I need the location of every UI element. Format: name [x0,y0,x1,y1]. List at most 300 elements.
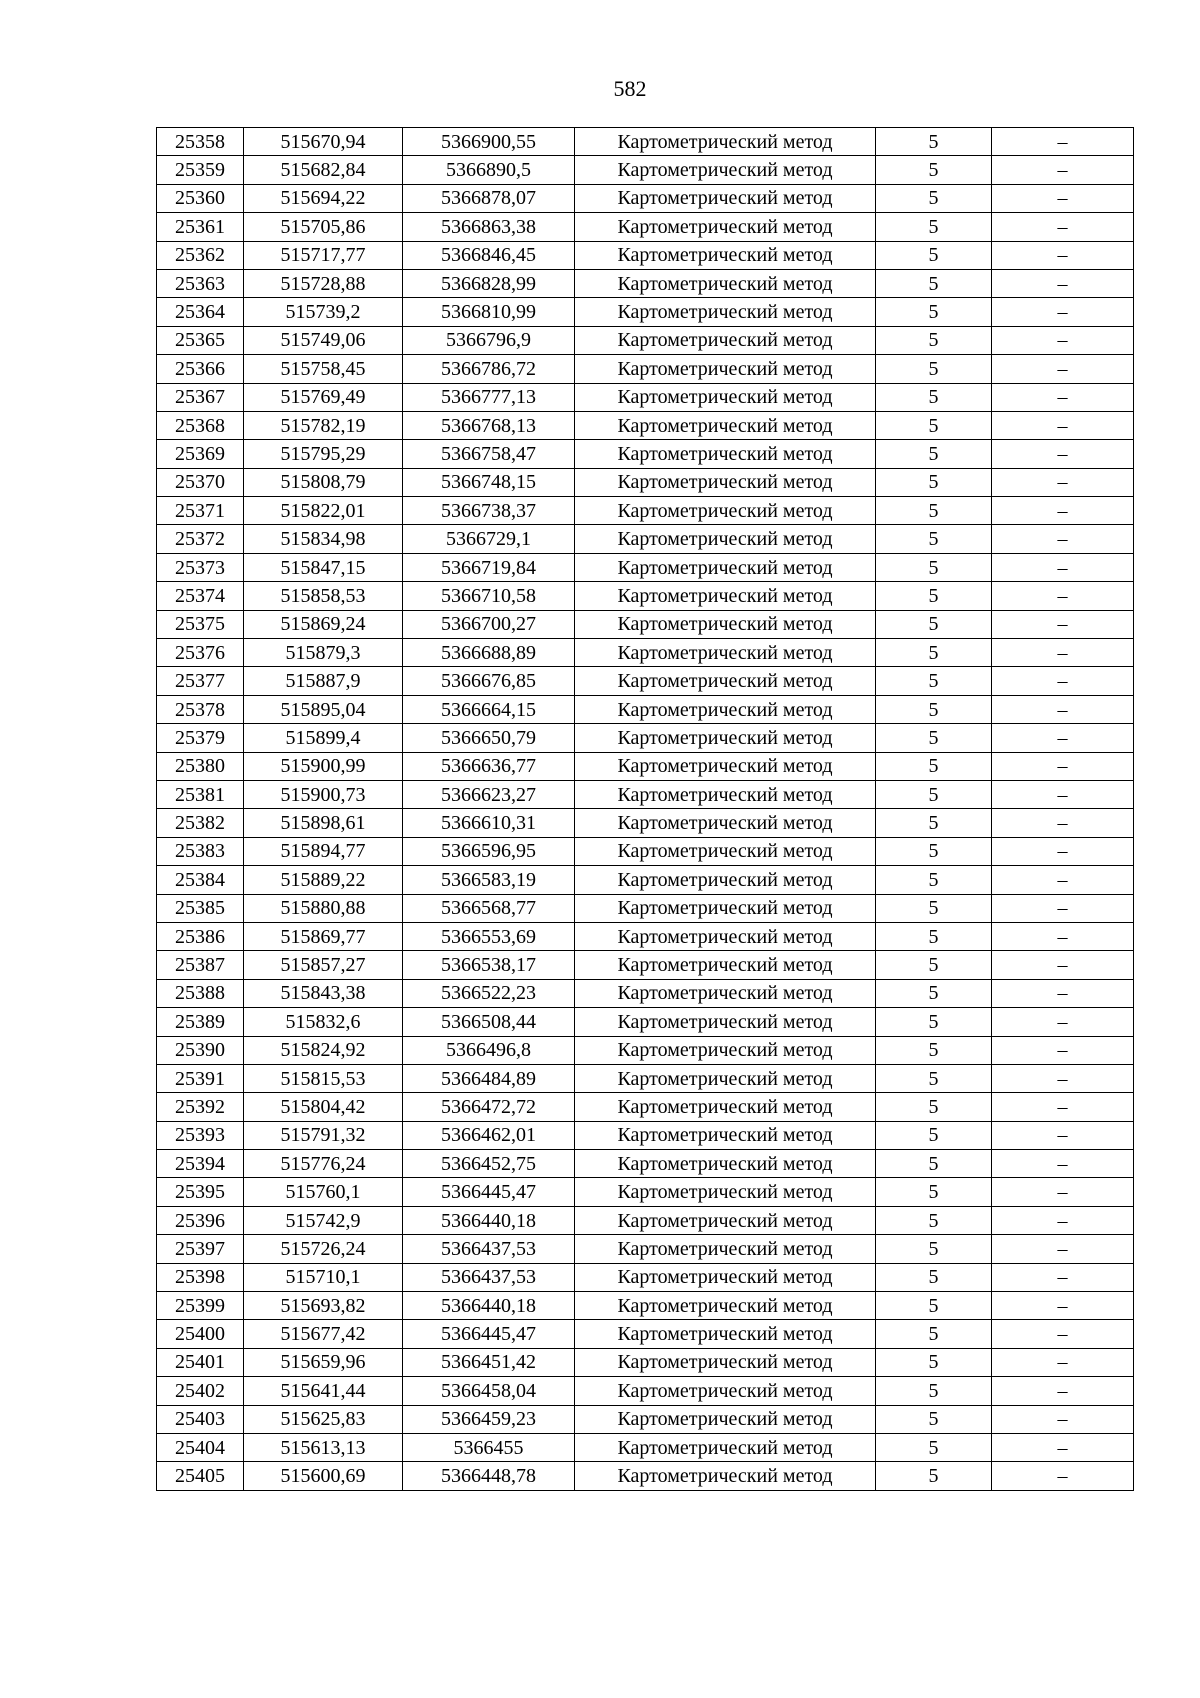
point-number-cell: 25393 [157,1121,244,1149]
point-number-cell: 25405 [157,1462,244,1490]
description-cell: – [992,525,1134,553]
description-cell: – [992,1348,1134,1376]
table-row [157,1178,1134,1206]
point-number-cell: 25368 [157,411,244,439]
method-cell: Картометрический метод [575,1292,876,1320]
accuracy-cell: 5 [876,695,992,723]
table-row [157,894,1134,922]
x-coordinate-cell: 515677,42 [244,1320,403,1348]
description-cell: – [992,468,1134,496]
x-coordinate-cell: 515705,86 [244,213,403,241]
description-cell: – [992,128,1134,156]
accuracy-cell: 5 [876,922,992,950]
table-row [157,440,1134,468]
x-coordinate-cell: 515843,38 [244,979,403,1007]
accuracy-cell: 5 [876,128,992,156]
x-coordinate-cell: 515717,77 [244,241,403,269]
description-cell: – [992,1377,1134,1405]
x-coordinate-cell: 515889,22 [244,866,403,894]
method-cell: Картометрический метод [575,1462,876,1490]
x-coordinate-cell: 515895,04 [244,695,403,723]
table-row [157,383,1134,411]
description-cell: – [992,809,1134,837]
accuracy-cell: 5 [876,241,992,269]
description-cell: – [992,1121,1134,1149]
x-coordinate-cell: 515847,15 [244,553,403,581]
y-coordinate-cell: 5366636,77 [403,752,575,780]
description-cell: – [992,922,1134,950]
y-coordinate-cell: 5366729,1 [403,525,575,553]
accuracy-cell: 5 [876,1008,992,1036]
x-coordinate-cell: 515670,94 [244,128,403,156]
point-number-cell: 25377 [157,667,244,695]
point-number-cell: 25362 [157,241,244,269]
description-cell: – [992,1235,1134,1263]
point-number-cell: 25375 [157,610,244,638]
x-coordinate-cell: 515641,44 [244,1377,403,1405]
accuracy-cell: 5 [876,951,992,979]
table-row [157,979,1134,1007]
y-coordinate-cell: 5366445,47 [403,1320,575,1348]
point-number-cell: 25358 [157,128,244,156]
description-cell: – [992,610,1134,638]
point-number-cell: 25385 [157,894,244,922]
accuracy-cell: 5 [876,440,992,468]
y-coordinate-cell: 5366878,07 [403,184,575,212]
x-coordinate-cell: 515900,73 [244,780,403,808]
x-coordinate-cell: 515795,29 [244,440,403,468]
accuracy-cell: 5 [876,780,992,808]
description-cell: – [992,979,1134,1007]
method-cell: Картометрический метод [575,326,876,354]
description-cell: – [992,582,1134,610]
x-coordinate-cell: 515776,24 [244,1150,403,1178]
point-number-cell: 25372 [157,525,244,553]
x-coordinate-cell: 515879,3 [244,639,403,667]
x-coordinate-cell: 515808,79 [244,468,403,496]
accuracy-cell: 5 [876,1405,992,1433]
accuracy-cell: 5 [876,1093,992,1121]
method-cell: Картометрический метод [575,667,876,695]
description-cell: – [992,213,1134,241]
method-cell: Картометрический метод [575,1235,876,1263]
accuracy-cell: 5 [876,383,992,411]
x-coordinate-cell: 515682,84 [244,156,403,184]
description-cell: – [992,1433,1134,1461]
table-row [157,639,1134,667]
accuracy-cell: 5 [876,298,992,326]
description-cell: – [992,639,1134,667]
method-cell: Картометрический метод [575,780,876,808]
y-coordinate-cell: 5366719,84 [403,553,575,581]
x-coordinate-cell: 515894,77 [244,837,403,865]
method-cell: Картометрический метод [575,1093,876,1121]
description-cell: – [992,184,1134,212]
accuracy-cell: 5 [876,1150,992,1178]
method-cell: Картометрический метод [575,1263,876,1291]
method-cell: Картометрический метод [575,610,876,638]
coordinates-table-body [157,128,1134,1491]
method-cell: Картометрический метод [575,440,876,468]
description-cell: – [992,1462,1134,1490]
point-number-cell: 25402 [157,1377,244,1405]
x-coordinate-cell: 515887,9 [244,667,403,695]
point-number-cell: 25371 [157,497,244,525]
table-row [157,1377,1134,1405]
y-coordinate-cell: 5366452,75 [403,1150,575,1178]
description-cell: – [992,411,1134,439]
x-coordinate-cell: 515804,42 [244,1093,403,1121]
x-coordinate-cell: 515869,24 [244,610,403,638]
y-coordinate-cell: 5366448,78 [403,1462,575,1490]
x-coordinate-cell: 515693,82 [244,1292,403,1320]
description-cell: – [992,1036,1134,1064]
point-number-cell: 25384 [157,866,244,894]
accuracy-cell: 5 [876,979,992,1007]
description-cell: – [992,553,1134,581]
description-cell: – [992,1206,1134,1234]
x-coordinate-cell: 515898,61 [244,809,403,837]
table-row [157,837,1134,865]
table-row [157,184,1134,212]
point-number-cell: 25389 [157,1008,244,1036]
table-row [157,1064,1134,1092]
y-coordinate-cell: 5366508,44 [403,1008,575,1036]
table-row [157,1348,1134,1376]
y-coordinate-cell: 5366459,23 [403,1405,575,1433]
table-row [157,1150,1134,1178]
point-number-cell: 25380 [157,752,244,780]
table-row [157,468,1134,496]
method-cell: Картометрический метод [575,241,876,269]
point-number-cell: 25382 [157,809,244,837]
x-coordinate-cell: 515726,24 [244,1235,403,1263]
point-number-cell: 25367 [157,383,244,411]
method-cell: Картометрический метод [575,922,876,950]
description-cell: – [992,1292,1134,1320]
method-cell: Картометрический метод [575,298,876,326]
accuracy-cell: 5 [876,1121,992,1149]
description-cell: – [992,497,1134,525]
y-coordinate-cell: 5366496,8 [403,1036,575,1064]
method-cell: Картометрический метод [575,1008,876,1036]
y-coordinate-cell: 5366828,99 [403,269,575,297]
method-cell: Картометрический метод [575,951,876,979]
method-cell: Картометрический метод [575,1377,876,1405]
table-row [157,269,1134,297]
point-number-cell: 25383 [157,837,244,865]
accuracy-cell: 5 [876,156,992,184]
table-row [157,156,1134,184]
table-row [157,866,1134,894]
point-number-cell: 25361 [157,213,244,241]
x-coordinate-cell: 515858,53 [244,582,403,610]
accuracy-cell: 5 [876,184,992,212]
method-cell: Картометрический метод [575,639,876,667]
x-coordinate-cell: 515710,1 [244,1263,403,1291]
y-coordinate-cell: 5366810,99 [403,298,575,326]
method-cell: Картометрический метод [575,1178,876,1206]
x-coordinate-cell: 515659,96 [244,1348,403,1376]
description-cell: – [992,866,1134,894]
method-cell: Картометрический метод [575,866,876,894]
y-coordinate-cell: 5366700,27 [403,610,575,638]
x-coordinate-cell: 515742,9 [244,1206,403,1234]
table-row [157,922,1134,950]
method-cell: Картометрический метод [575,1405,876,1433]
accuracy-cell: 5 [876,411,992,439]
accuracy-cell: 5 [876,1377,992,1405]
table-row [157,213,1134,241]
method-cell: Картометрический метод [575,553,876,581]
description-cell: – [992,1263,1134,1291]
method-cell: Картометрический метод [575,213,876,241]
description-cell: – [992,1320,1134,1348]
y-coordinate-cell: 5366738,37 [403,497,575,525]
x-coordinate-cell: 515728,88 [244,269,403,297]
accuracy-cell: 5 [876,1433,992,1461]
accuracy-cell: 5 [876,809,992,837]
x-coordinate-cell: 515815,53 [244,1064,403,1092]
description-cell: – [992,752,1134,780]
description-cell: – [992,894,1134,922]
description-cell: – [992,1064,1134,1092]
point-number-cell: 25360 [157,184,244,212]
method-cell: Картометрический метод [575,695,876,723]
point-number-cell: 25403 [157,1405,244,1433]
table-row [157,1433,1134,1461]
y-coordinate-cell: 5366846,45 [403,241,575,269]
point-number-cell: 25388 [157,979,244,1007]
method-cell: Картометрический метод [575,355,876,383]
method-cell: Картометрический метод [575,1036,876,1064]
y-coordinate-cell: 5366440,18 [403,1292,575,1320]
method-cell: Картометрический метод [575,1348,876,1376]
point-number-cell: 25391 [157,1064,244,1092]
table-row [157,411,1134,439]
method-cell: Картометрический метод [575,128,876,156]
point-number-cell: 25366 [157,355,244,383]
method-cell: Картометрический метод [575,979,876,1007]
y-coordinate-cell: 5366610,31 [403,809,575,837]
y-coordinate-cell: 5366623,27 [403,780,575,808]
table-row [157,1292,1134,1320]
accuracy-cell: 5 [876,610,992,638]
accuracy-cell: 5 [876,724,992,752]
method-cell: Картометрический метод [575,411,876,439]
y-coordinate-cell: 5366462,01 [403,1121,575,1149]
table-row [157,1036,1134,1064]
description-cell: – [992,355,1134,383]
y-coordinate-cell: 5366796,9 [403,326,575,354]
accuracy-cell: 5 [876,1206,992,1234]
table-row [157,525,1134,553]
table-row [157,1008,1134,1036]
description-cell: – [992,1150,1134,1178]
y-coordinate-cell: 5366748,15 [403,468,575,496]
description-cell: – [992,695,1134,723]
method-cell: Картометрический метод [575,809,876,837]
y-coordinate-cell: 5366484,89 [403,1064,575,1092]
table-row [157,582,1134,610]
y-coordinate-cell: 5366688,89 [403,639,575,667]
y-coordinate-cell: 5366445,47 [403,1178,575,1206]
accuracy-cell: 5 [876,837,992,865]
y-coordinate-cell: 5366583,19 [403,866,575,894]
table-row [157,1263,1134,1291]
point-number-cell: 25364 [157,298,244,326]
table-row [157,724,1134,752]
description-cell: – [992,1008,1134,1036]
table-row [157,355,1134,383]
table-row [157,695,1134,723]
accuracy-cell: 5 [876,639,992,667]
accuracy-cell: 5 [876,1348,992,1376]
x-coordinate-cell: 515694,22 [244,184,403,212]
y-coordinate-cell: 5366650,79 [403,724,575,752]
table-row [157,128,1134,156]
x-coordinate-cell: 515869,77 [244,922,403,950]
table-row [157,1405,1134,1433]
y-coordinate-cell: 5366437,53 [403,1235,575,1263]
point-number-cell: 25363 [157,269,244,297]
y-coordinate-cell: 5366455 [403,1433,575,1461]
table-row [157,667,1134,695]
x-coordinate-cell: 515782,19 [244,411,403,439]
accuracy-cell: 5 [876,1036,992,1064]
description-cell: – [992,1178,1134,1206]
accuracy-cell: 5 [876,1320,992,1348]
point-number-cell: 25396 [157,1206,244,1234]
y-coordinate-cell: 5366710,58 [403,582,575,610]
x-coordinate-cell: 515857,27 [244,951,403,979]
accuracy-cell: 5 [876,582,992,610]
table-row [157,610,1134,638]
y-coordinate-cell: 5366758,47 [403,440,575,468]
method-cell: Картометрический метод [575,1206,876,1234]
x-coordinate-cell: 515625,83 [244,1405,403,1433]
y-coordinate-cell: 5366437,53 [403,1263,575,1291]
point-number-cell: 25365 [157,326,244,354]
x-coordinate-cell: 515834,98 [244,525,403,553]
point-number-cell: 25397 [157,1235,244,1263]
table-row [157,553,1134,581]
description-cell: – [992,1093,1134,1121]
table-row [157,951,1134,979]
table-row [157,1320,1134,1348]
y-coordinate-cell: 5366451,42 [403,1348,575,1376]
method-cell: Картометрический метод [575,894,876,922]
accuracy-cell: 5 [876,468,992,496]
x-coordinate-cell: 515739,2 [244,298,403,326]
y-coordinate-cell: 5366472,72 [403,1093,575,1121]
point-number-cell: 25387 [157,951,244,979]
accuracy-cell: 5 [876,269,992,297]
x-coordinate-cell: 515749,06 [244,326,403,354]
point-number-cell: 25369 [157,440,244,468]
accuracy-cell: 5 [876,1263,992,1291]
method-cell: Картометрический метод [575,752,876,780]
table-row [157,326,1134,354]
description-cell: – [992,837,1134,865]
point-number-cell: 25394 [157,1150,244,1178]
table-row [157,1462,1134,1490]
point-number-cell: 25404 [157,1433,244,1461]
method-cell: Картометрический метод [575,468,876,496]
method-cell: Картометрический метод [575,837,876,865]
y-coordinate-cell: 5366676,85 [403,667,575,695]
point-number-cell: 25374 [157,582,244,610]
y-coordinate-cell: 5366664,15 [403,695,575,723]
description-cell: – [992,326,1134,354]
method-cell: Картометрический метод [575,1064,876,1092]
x-coordinate-cell: 515769,49 [244,383,403,411]
accuracy-cell: 5 [876,667,992,695]
x-coordinate-cell: 515613,13 [244,1433,403,1461]
x-coordinate-cell: 515880,88 [244,894,403,922]
accuracy-cell: 5 [876,1292,992,1320]
accuracy-cell: 5 [876,1235,992,1263]
x-coordinate-cell: 515832,6 [244,1008,403,1036]
point-number-cell: 25379 [157,724,244,752]
description-cell: – [992,1405,1134,1433]
point-number-cell: 25398 [157,1263,244,1291]
method-cell: Картометрический метод [575,184,876,212]
description-cell: – [992,269,1134,297]
y-coordinate-cell: 5366596,95 [403,837,575,865]
table-row [157,809,1134,837]
y-coordinate-cell: 5366440,18 [403,1206,575,1234]
method-cell: Картометрический метод [575,156,876,184]
point-number-cell: 25400 [157,1320,244,1348]
table-row [157,1206,1134,1234]
table-row [157,1093,1134,1121]
table-row [157,780,1134,808]
point-number-cell: 25376 [157,639,244,667]
x-coordinate-cell: 515758,45 [244,355,403,383]
description-cell: – [992,724,1134,752]
description-cell: – [992,440,1134,468]
accuracy-cell: 5 [876,894,992,922]
description-cell: – [992,951,1134,979]
point-number-cell: 25378 [157,695,244,723]
description-cell: – [992,298,1134,326]
y-coordinate-cell: 5366863,38 [403,213,575,241]
x-coordinate-cell: 515600,69 [244,1462,403,1490]
y-coordinate-cell: 5366768,13 [403,411,575,439]
method-cell: Картометрический метод [575,1121,876,1149]
table-row [157,298,1134,326]
coordinates-table [156,127,1134,1491]
accuracy-cell: 5 [876,1064,992,1092]
accuracy-cell: 5 [876,553,992,581]
point-number-cell: 25390 [157,1036,244,1064]
point-number-cell: 25395 [157,1178,244,1206]
method-cell: Картометрический метод [575,724,876,752]
x-coordinate-cell: 515822,01 [244,497,403,525]
y-coordinate-cell: 5366568,77 [403,894,575,922]
x-coordinate-cell: 515791,32 [244,1121,403,1149]
point-number-cell: 25392 [157,1093,244,1121]
table-row [157,497,1134,525]
description-cell: – [992,780,1134,808]
accuracy-cell: 5 [876,1462,992,1490]
accuracy-cell: 5 [876,866,992,894]
description-cell: – [992,667,1134,695]
method-cell: Картометрический метод [575,497,876,525]
y-coordinate-cell: 5366458,04 [403,1377,575,1405]
table-row [157,1235,1134,1263]
